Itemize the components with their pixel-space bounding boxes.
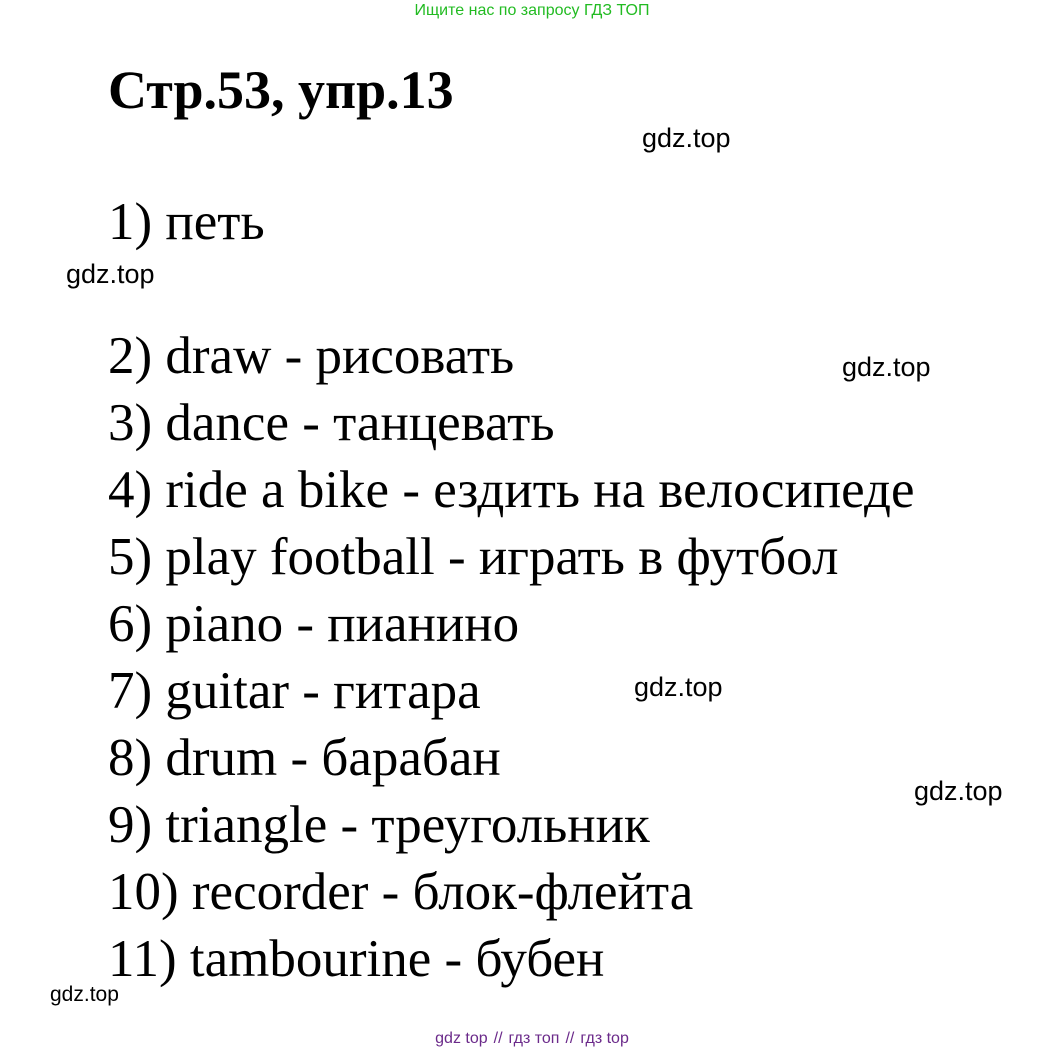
footer-links bbox=[0, 1030, 1064, 1048]
watermark: gdz.top bbox=[66, 259, 155, 289]
page-title: Стр.53, упр.13 bbox=[108, 60, 454, 120]
answer-item-7: 7) guitar - гитара bbox=[108, 662, 481, 720]
answer-item-6: 6) piano - пианино bbox=[108, 595, 520, 653]
answer-item-8: 8) drum - барабан bbox=[108, 729, 501, 787]
footer-link-gdz-top[interactable]: gdz top bbox=[435, 1030, 488, 1047]
watermark: gdz.top bbox=[50, 983, 119, 1006]
watermark: gdz.top bbox=[842, 352, 931, 382]
answer-item-1: 1) петь bbox=[108, 193, 265, 251]
answer-item-10: 10) recorder - блок-флейта bbox=[108, 863, 694, 921]
footer-link-gdz-top-mixed[interactable]: гдз top bbox=[580, 1030, 629, 1047]
answer-item-4: 4) ride a bike - ездить на велосипеде bbox=[108, 461, 915, 519]
answer-item-11: 11) tambourine - бубен bbox=[108, 930, 605, 988]
watermark: gdz.top bbox=[634, 672, 723, 702]
footer-separator: // bbox=[493, 1030, 503, 1047]
top-banner: Ищите нас по запросу ГДЗ ТОП bbox=[414, 2, 650, 19]
watermark: gdz.top bbox=[642, 123, 731, 153]
answer-item-5: 5) play football - играть в футбол bbox=[108, 528, 839, 586]
footer-separator: // bbox=[565, 1030, 575, 1047]
watermark: gdz.top bbox=[914, 776, 1003, 806]
answer-item-2: 2) draw - рисовать bbox=[108, 327, 515, 385]
answer-item-9: 9) triangle - треугольник bbox=[108, 796, 650, 854]
answer-item-3: 3) dance - танцевать bbox=[108, 394, 555, 452]
footer-link-gdz-top-ru[interactable]: гдз топ bbox=[508, 1030, 560, 1047]
